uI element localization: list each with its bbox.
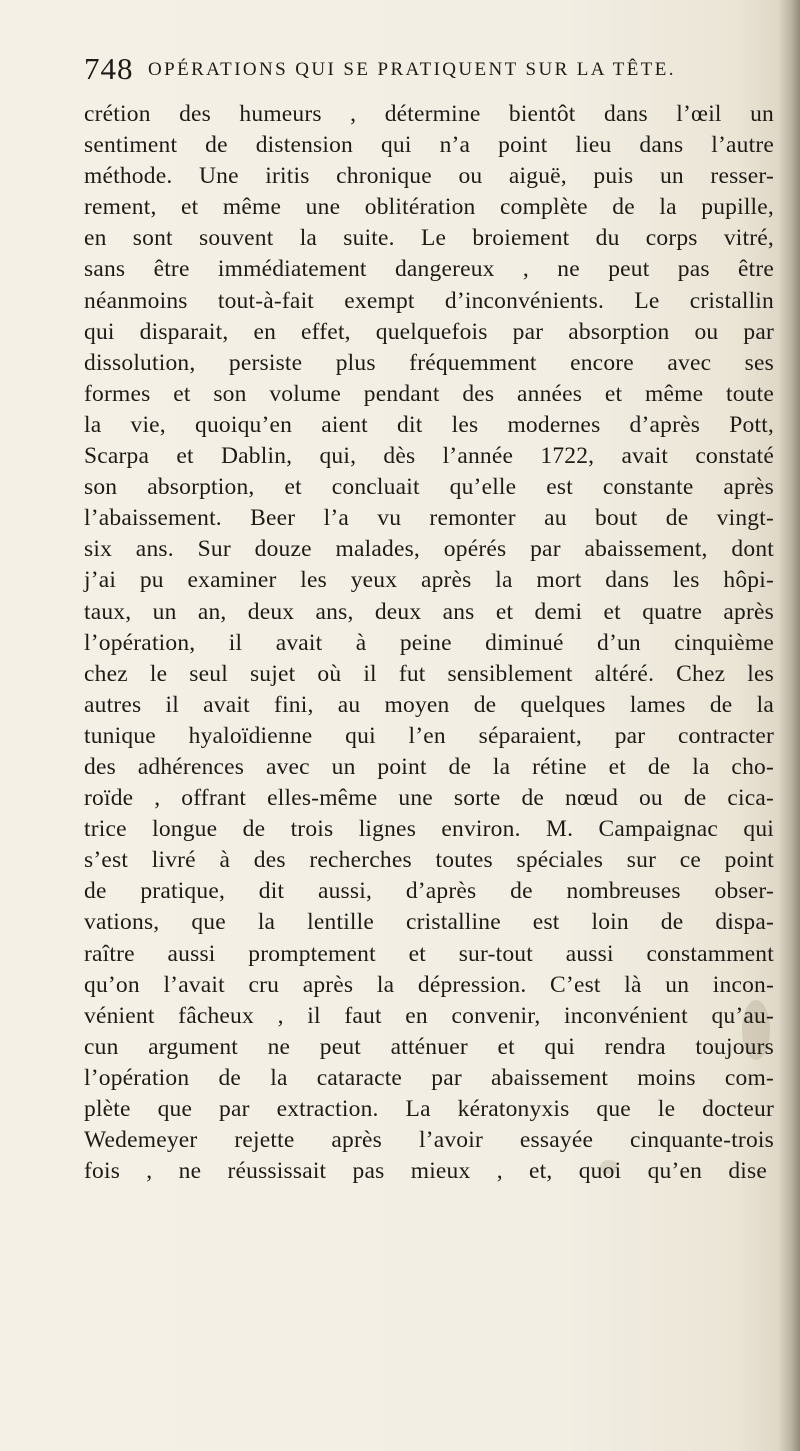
text-line: crétion des humeurs , détermine bientôt dans l’œil un	[84, 101, 774, 127]
page-number: 748	[84, 51, 134, 86]
text-line: Wedemeyer rejette après l’avoir essayée cinquante-trois	[84, 1127, 774, 1154]
text-line: l’abaissement. Beer l’a vu remonter au bout de vingt-	[84, 505, 774, 532]
text-line: plète que par extraction. La kératonyxis que le docteur	[84, 1096, 774, 1122]
text-line: formes et son volume pendant des années et même toute	[84, 380, 774, 407]
text-line: chez le seul sujet où il fut sensiblement altéré. Chez les	[84, 660, 774, 687]
text-line: en sont souvent la suite. Le broiement du corps vitré,	[84, 225, 774, 252]
text-line: roïde , offrant elles-même une sorte de nœud ou de cica-	[84, 785, 774, 812]
text-line: son absorption, et concluait qu’elle est constante après	[84, 474, 774, 501]
text-line: méthode. Une iritis chronique ou aiguë, puis un resser-	[84, 163, 774, 190]
text-line: rement, et même une oblitération complète de la pupille,	[84, 194, 774, 221]
text-line: l’opération de la cataracte par abaissement moins com-	[84, 1064, 774, 1091]
text-line: la vie, quoiqu’en aient dit les modernes d’après Pott,	[84, 411, 774, 438]
text-line: trice longue de trois lignes environ. M. Campaignac qui	[84, 816, 774, 843]
text-line: fois , ne réussissait pas mieux , et, quoi qu’en dise	[84, 1158, 767, 1185]
text-line: l’opération, il avait à peine diminué d’un cinquième	[84, 629, 774, 656]
text-line: six ans. Sur douze malades, opérés par abaissement, dont	[84, 536, 774, 563]
text-line: cun argument ne peut atténuer et qui rendra toujours	[84, 1033, 774, 1060]
text-line: de pratique, dit aussi, d’après de nombreuses obser-	[84, 878, 774, 905]
text-line: tunique hyaloïdienne qui l’en séparaient, par contracter	[84, 722, 774, 749]
text-line: qui disparait, en effet, quelquefois par absorption ou par	[84, 318, 774, 345]
text-line: des adhérences avec un point de la rétine et de la cho-	[84, 753, 774, 780]
text-line: autres il avait fini, au moyen de quelques lames de la	[84, 691, 774, 718]
text-line: qu’on l’avait cru après la dépression. C’est là un incon-	[84, 971, 774, 998]
text-line: raître aussi promptement et sur-tout aussi constamment	[84, 940, 774, 967]
text-line: taux, un an, deux ans, deux ans et demi et quatre après	[84, 598, 774, 625]
text-line: vénient fâcheux , il faut en convenir, inconvénient qu’au-	[84, 1002, 774, 1029]
body-text	[84, 99, 784, 1187]
text-line: dissolution, persiste plus fréquemment encore avec ses	[84, 349, 774, 376]
text-line: sentiment de distension qui n’a point lieu dans l’autre	[84, 132, 774, 159]
text-line: j’ai pu examiner les yeux après la mort dans les hôpi-	[84, 567, 774, 594]
running-head: OPÉRATIONS QUI SE PRATIQUENT SUR LA TÊTE.	[148, 59, 676, 80]
text-line: sans être immédiatement dangereux , ne peut pas être	[84, 256, 774, 283]
text-line: Scarpa et Dablin, qui, dès l’année 1722, avait constaté	[84, 443, 774, 470]
page-header	[84, 52, 724, 86]
text-line: s’est livré à des recherches toutes spéciales sur ce point	[84, 847, 774, 874]
text-line: vations, que la lentille cristalline est loin de dispa-	[84, 909, 774, 936]
text-line: néanmoins tout-à-fait exempt d’inconvénients. Le cristallin	[84, 287, 774, 314]
